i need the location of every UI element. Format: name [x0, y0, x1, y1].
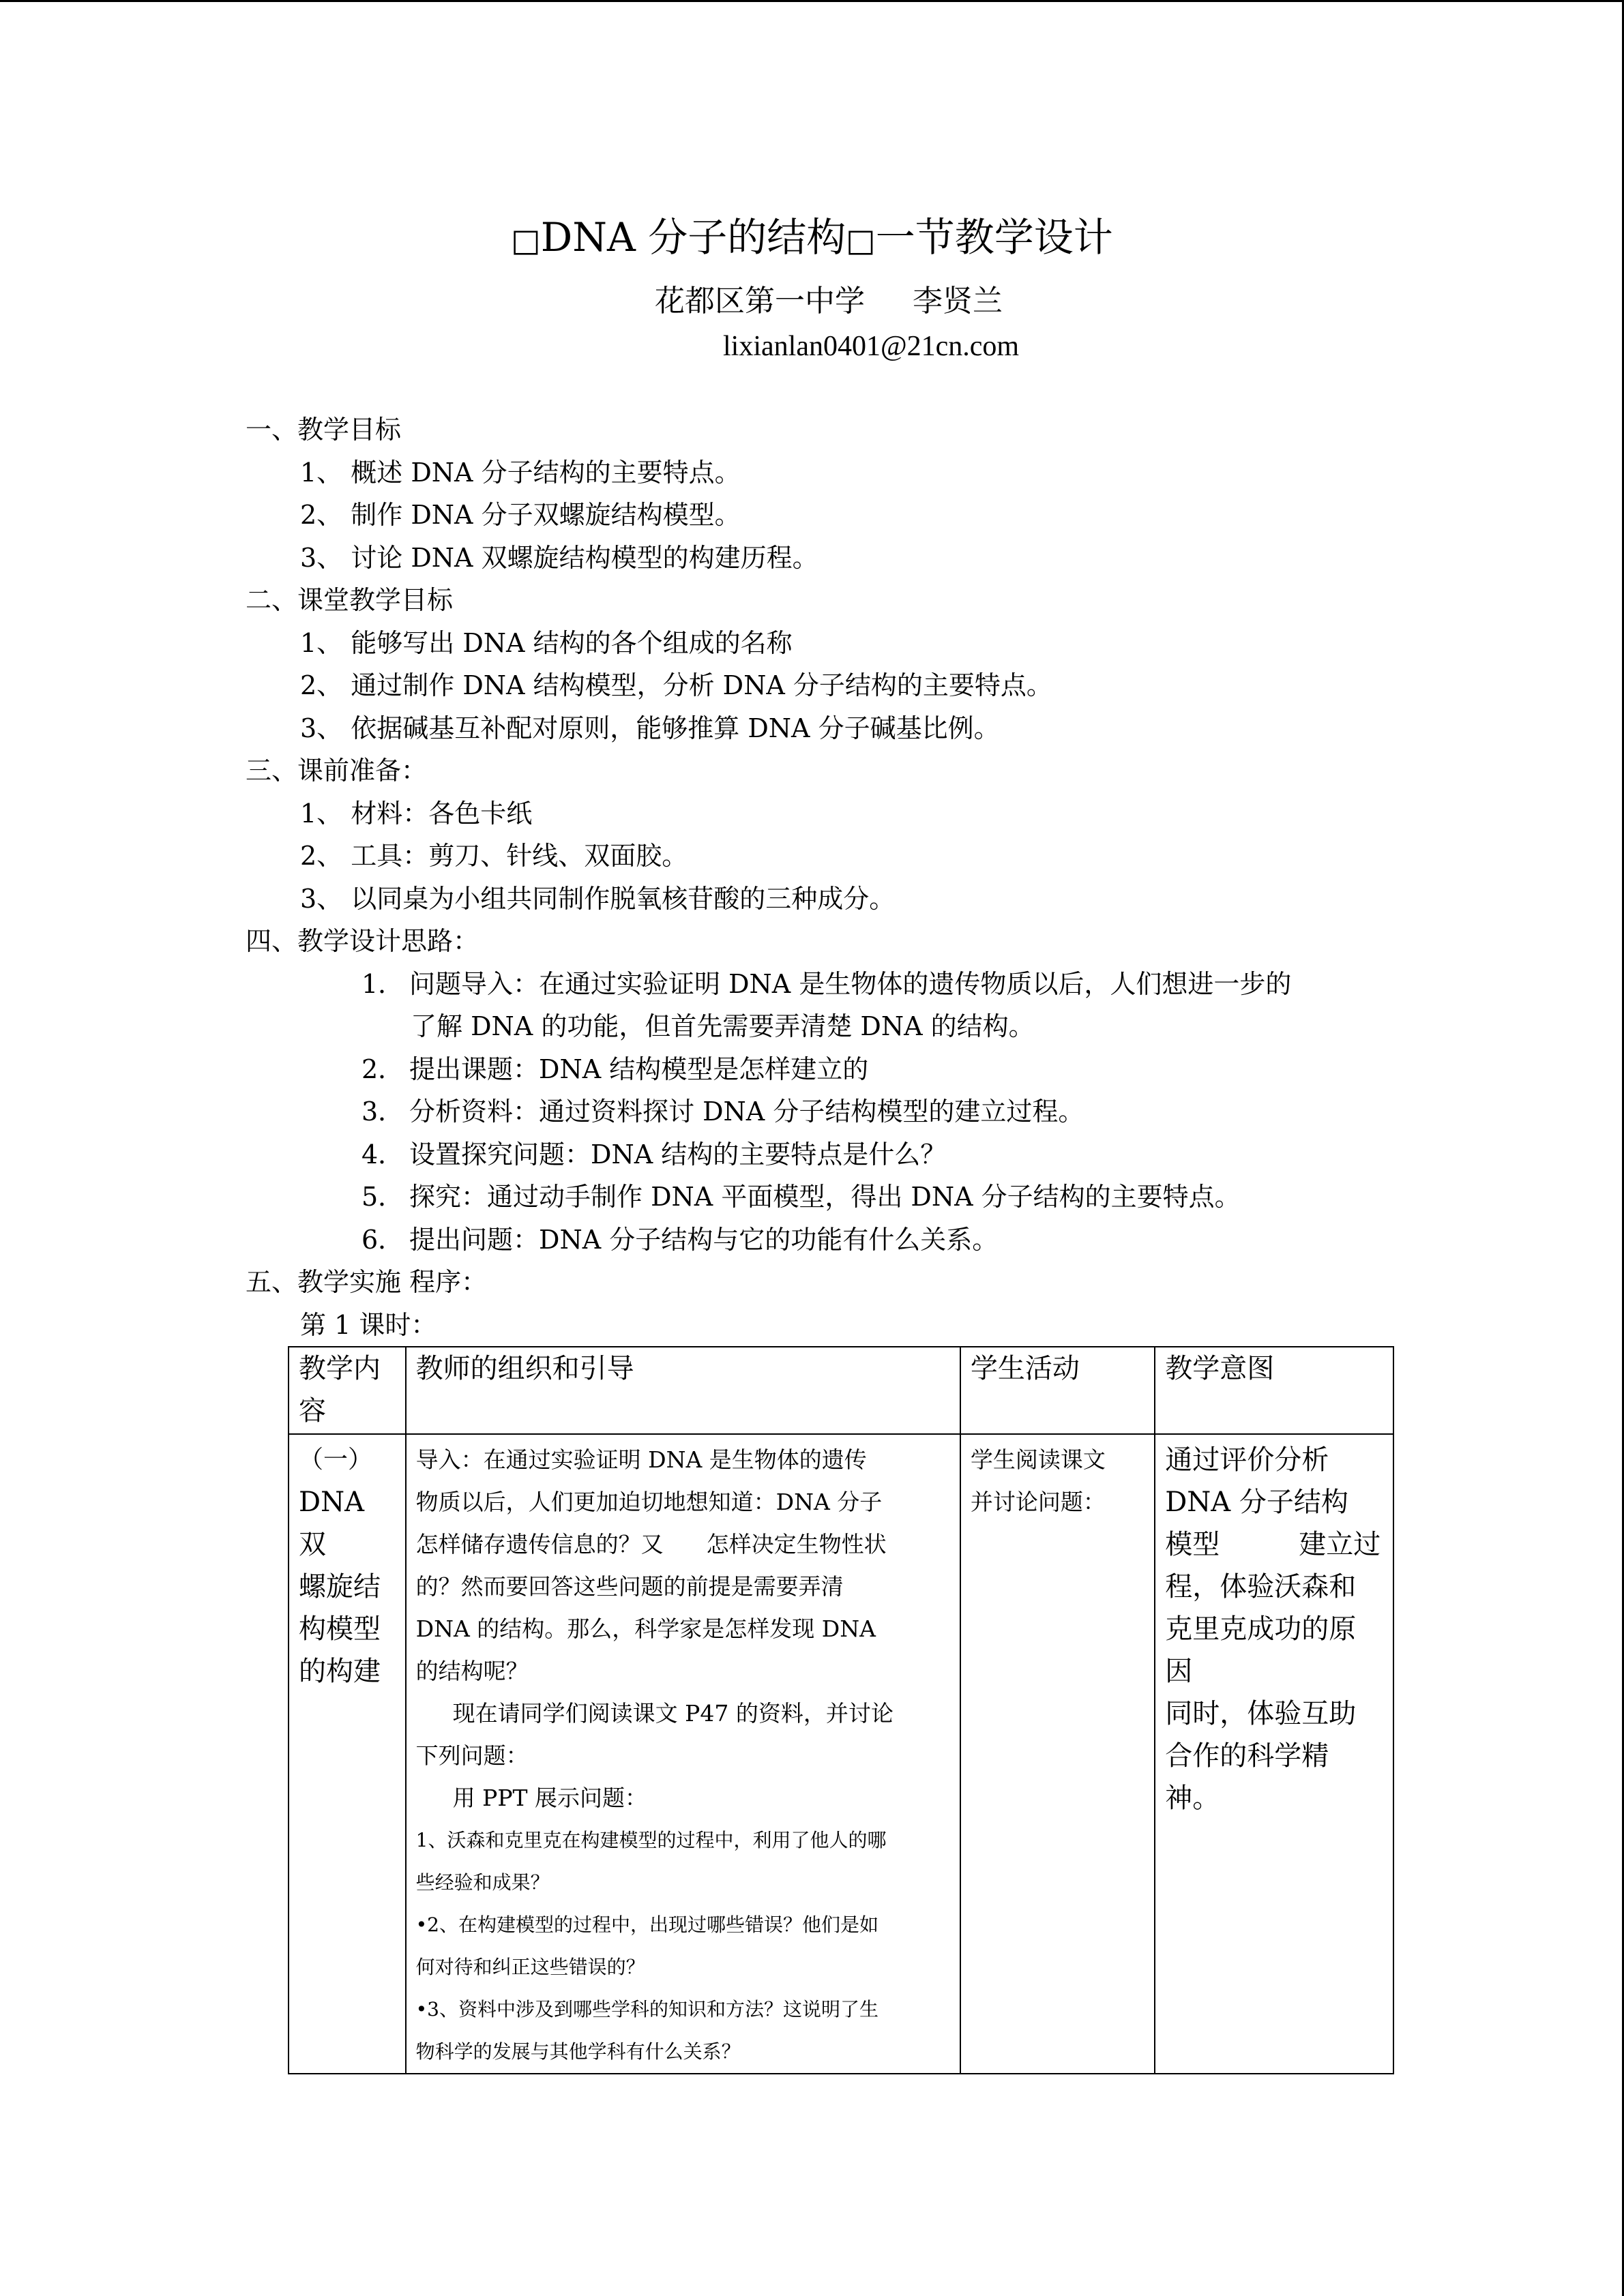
cell-student: 学生阅读课文 并讨论问题：: [960, 1434, 1155, 2074]
item-text: 问题导入：在通过实验证明 DNA 是生物体的遗传物质以后，人们想进一步的: [409, 969, 1292, 999]
item-number: 4．: [361, 1139, 404, 1169]
title-suffix: 一节教学设计: [875, 214, 1113, 260]
title-open-mark: □: [511, 222, 541, 258]
lesson-table: [288, 1346, 1394, 2074]
cell-content: （一） DNA 双 螺旋结 构模型 的构建: [289, 1434, 406, 2074]
item-text: 探究：通过动手制作 DNA 平面模型，得出 DNA 分子结构的主要特点。: [409, 1182, 1241, 1212]
table-row: [289, 1434, 1393, 2074]
header-content: 教学内 容: [289, 1347, 406, 1434]
list-item: [361, 1222, 998, 1257]
list-item: 2、 通过制作 DNA 结构模型，分析 DNA 分子结构的主要特点。: [300, 670, 1052, 700]
list-item: 3、 依据碱基互补配对原则，能够推算 DNA 分子碱基比例。: [300, 713, 1000, 743]
list-item: [361, 1052, 868, 1087]
table-header-row: [289, 1347, 1393, 1434]
document-title: [0, 211, 1624, 266]
author-name: 李贤兰: [913, 284, 1003, 318]
page-top-border: [0, 0, 1624, 2]
section-heading: 五、教学实施 程序：: [246, 1267, 488, 1297]
section-heading: 一、教学目标: [246, 415, 402, 445]
item-text: 提出问题：DNA 分子结构与它的功能有什么关系。: [409, 1225, 999, 1255]
item-text: 提出课题：DNA 结构模型是怎样建立的: [409, 1054, 869, 1084]
list-item: 1、 材料：各色卡纸: [300, 799, 533, 829]
item-number: 5．: [361, 1182, 404, 1212]
section-heading: 四、教学设计思路：: [246, 926, 479, 956]
list-item: 2、 工具：剪刀、针线、双面胶。: [300, 841, 688, 871]
item-number: 6．: [361, 1225, 404, 1255]
author-line: [655, 281, 1003, 322]
period-label: 第 1 课时：: [300, 1310, 437, 1340]
item-text: 分析资料：通过资料探讨 DNA 分子结构模型的建立过程。: [409, 1097, 1084, 1127]
header-purpose: 教学意图: [1155, 1347, 1393, 1434]
list-item: [361, 1137, 946, 1172]
list-item: 3、 以同桌为小组共同制作脱氧核苷酸的三种成分。: [300, 884, 896, 914]
school-name: 花都区第一中学: [655, 284, 865, 318]
list-item: 3、 讨论 DNA 双螺旋结构模型的构建历程。: [300, 543, 818, 573]
title-main: DNA 分子的结构: [540, 214, 846, 260]
section-heading: 三、课前准备：: [246, 756, 428, 786]
section-heading: 二、课堂教学目标: [246, 585, 454, 615]
item-number: 3．: [361, 1097, 404, 1127]
list-item: [361, 1094, 1084, 1129]
header-teacher: 教师的组织和引导: [406, 1347, 960, 1434]
item-number: 2．: [361, 1054, 404, 1084]
list-item: 1、 能够写出 DNA 结构的各个组成的名称: [300, 628, 793, 658]
list-item: [361, 966, 1291, 1002]
list-item-continuation: 了解 DNA 的功能，但首先需要弄清楚 DNA 的结构。: [411, 1011, 1035, 1041]
list-item: 1、 概述 DNA 分子结构的主要特点。: [300, 458, 741, 488]
cell-purpose: 通过评价分析 DNA 分子结构 模型 建立过 程，体验沃森和 克里克成功的原 因 同时，体验互助 合作的科学精 神。: [1155, 1434, 1393, 2074]
cell-teacher: 导入：在通过实验证明 DNA 是生物体的遗传 物质以后，人们更加迫切地想知道：DNA 分子 怎样储存遗传信息的？又 怎样决定生物性状 的？然而要回答这些问题的前提是需要弄清 DNA 的结构。那么，科学家是怎样发现 DNA 的结构呢？ 现在请同学们阅读课文 P47 的资料，并讨论 下列问题： 用 PPT 展示问题： 1、沃森和克里克在构建模型的过程中，利用了他人的哪 些经验和成果？ •2、在构建模型的过程中，出现过哪些错误？他们是如 何对待和纠正这些错误的？ •3、资料中涉及到哪些学科的知识和方法？这说明了生 物科学的发展与其他学科有什么关系？: [406, 1434, 960, 2074]
list-item: [361, 1179, 1241, 1214]
author-email: lixianlan0401@21cn.com: [723, 331, 1020, 362]
title-close-mark: □: [846, 222, 876, 258]
header-student: 学生活动: [960, 1347, 1155, 1434]
list-item: 2、 制作 DNA 分子双螺旋结构模型。: [300, 500, 741, 530]
item-number: 1．: [361, 969, 404, 999]
item-text: 设置探究问题：DNA 结构的主要特点是什么？: [409, 1139, 947, 1169]
